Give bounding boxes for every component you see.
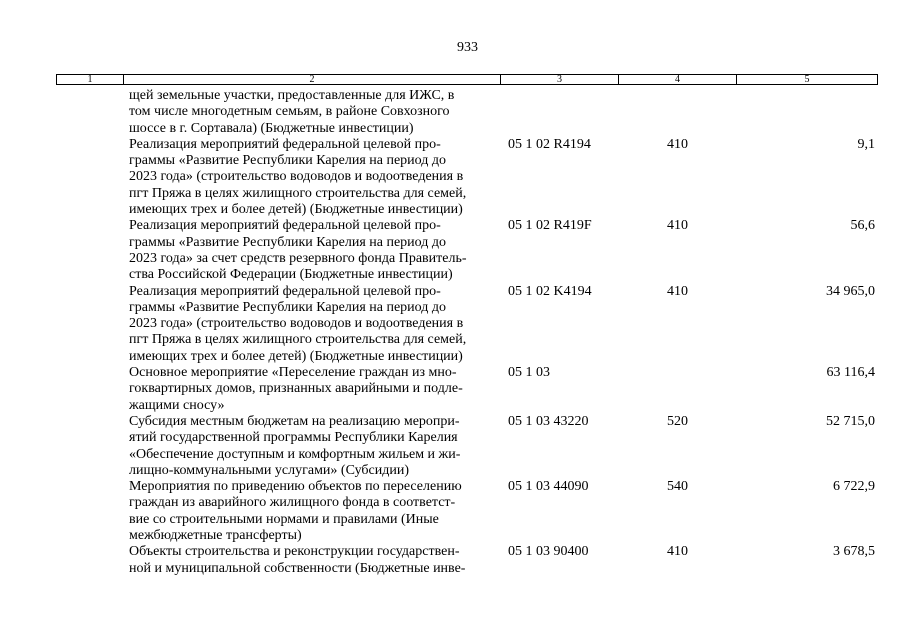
budget-table-body — [0, 88, 905, 577]
row-expense-type: 410 — [667, 136, 688, 152]
column-header-3: 3 — [500, 75, 618, 84]
column-header-row — [56, 74, 878, 85]
row-description: Реализация мероприятий федеральной целевой про- граммы «Развитие Республики Карелия на период до 2023 года» (строительство водоводов и водоотведения в пгт Пряжа в целях жилищного строительства для семей, имеющих трех и более детей) (Бюджетные инвестиции) — [129, 283, 467, 364]
row-description: Субсидия местным бюджетам на реализацию меропри- ятий государственной программы Республики Карелия «Обеспечение доступным и комфортным жильем и жи- лищно-коммунальными услугами» (Субсидии) — [129, 413, 461, 478]
row-expense-type: 410 — [667, 544, 688, 560]
row-amount: 6 722,9 — [833, 479, 875, 495]
row-amount: 3 678,5 — [833, 544, 875, 560]
table-row — [0, 137, 905, 218]
page-number: 933 — [457, 40, 478, 55]
table-row — [0, 88, 905, 137]
table-row — [0, 544, 905, 577]
table-row — [0, 218, 905, 283]
table-row — [0, 414, 905, 479]
row-classification-code: 05 1 03 90400 — [508, 544, 589, 560]
row-classification-code: 05 1 03 44090 — [508, 479, 589, 495]
row-classification-code: 05 1 02 K4194 — [508, 283, 592, 299]
column-header-2: 2 — [123, 75, 500, 84]
column-header-5: 5 — [736, 75, 877, 84]
column-header-4: 4 — [618, 75, 736, 84]
row-description: Объекты строительства и реконструкции государствен- ной и муниципальной собственности (Бюджетные инве- — [129, 544, 466, 576]
row-amount: 56,6 — [850, 218, 875, 234]
row-amount: 52 715,0 — [826, 413, 875, 429]
column-header-1: 1 — [87, 74, 93, 85]
row-amount: 34 965,0 — [826, 283, 875, 299]
row-amount: 63 116,4 — [826, 365, 875, 381]
table-row — [0, 284, 905, 365]
row-expense-type: 410 — [667, 283, 688, 299]
table-row — [0, 479, 905, 544]
row-expense-type: 520 — [667, 413, 688, 429]
row-amount: 9,1 — [857, 136, 875, 152]
row-classification-code: 05 1 02 R419F — [508, 218, 592, 234]
row-description: Реализация мероприятий федеральной целевой про- граммы «Развитие Республики Карелия на период до 2023 года» (строительство водоводов и водоотведения в пгт Пряжа в целях жилищного строительства для семей, имеющих трех и более детей) (Бюджетные инвестиции) — [129, 136, 467, 218]
row-expense-type: 540 — [667, 479, 688, 495]
row-classification-code: 05 1 03 — [508, 365, 550, 381]
row-expense-type: 410 — [667, 218, 688, 234]
row-description: Основное мероприятие «Переселение граждан из мно- гоквартирных домов, признанных аварийными и подле- жащими сносу» — [129, 365, 463, 413]
table-row — [0, 365, 905, 414]
row-classification-code: 05 1 02 R4194 — [508, 136, 591, 152]
row-classification-code: 05 1 03 43220 — [508, 413, 589, 429]
row-description: Мероприятия по приведению объектов по переселению граждан из аварийного жилищного фонда в соответст- вие со строительными нормами и правилами (Иные межбюджетные трансферты) — [129, 479, 462, 544]
row-description: щей земельные участки, предоставленные для ИЖС, в том числе многодетным семьям, в районе Совхозного шоссе в г. Сортавала) (Бюджетные инвестиции) — [129, 88, 455, 136]
row-description: Реализация мероприятий федеральной целевой про- граммы «Развитие Республики Карелия на период до 2023 года» за счет средств резервного фонда Правитель- ства Российской Федерации (Бюджетные инвестиции) — [129, 218, 467, 283]
